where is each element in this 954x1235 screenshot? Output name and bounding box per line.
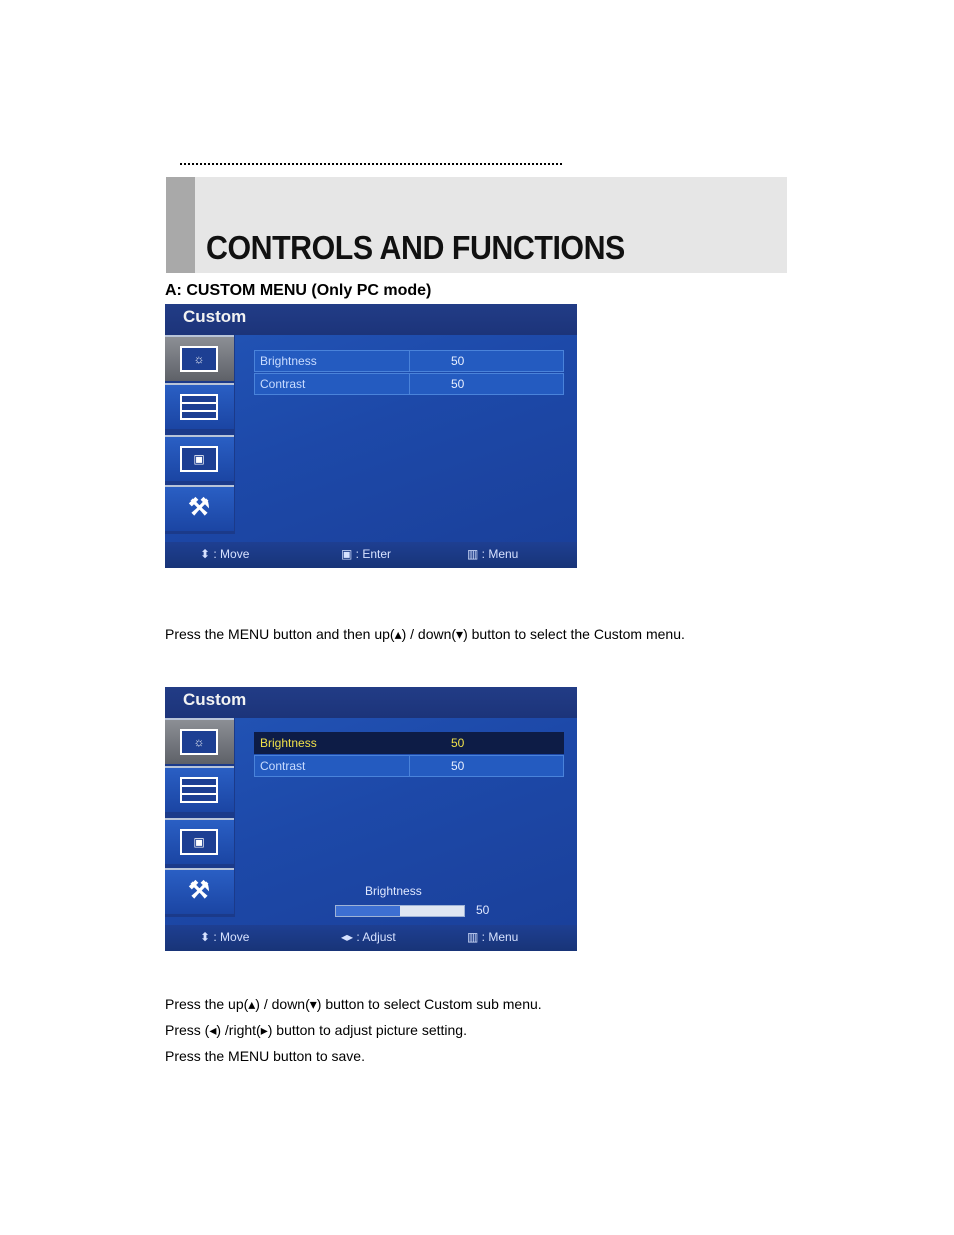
enter-hint: ▣ : Enter	[341, 547, 392, 561]
osd-title: Custom	[183, 690, 247, 709]
tools-icon: ⚒	[188, 877, 210, 904]
film-strip-icon	[180, 394, 218, 420]
screen-image-icon: ▣	[180, 446, 218, 472]
slider-fill	[336, 906, 400, 916]
instruction-line-3: Press the MENU button to save.	[165, 1048, 365, 1064]
custom-menu-screenshot-2	[165, 687, 577, 951]
osd-footer	[165, 542, 577, 568]
tab-custom[interactable]	[165, 335, 234, 381]
menu-hint: ▥ : Menu	[467, 930, 519, 944]
tab-film[interactable]	[165, 383, 234, 429]
dotted-rule	[180, 151, 562, 165]
tools-icon: ⚒	[188, 494, 210, 521]
row-divider	[409, 756, 410, 776]
menu-row-contrast[interactable]	[254, 755, 564, 777]
row-divider	[409, 351, 410, 371]
osd-title: Custom	[183, 307, 247, 326]
row-label: Brightness	[260, 354, 317, 368]
section-heading: A: CUSTOM MENU (Only PC mode)	[165, 282, 432, 299]
move-hint: ⬍ : Move	[200, 930, 250, 944]
instruction-line-1: Press the up(▴) / down(▾) button to select Custom sub menu.	[165, 996, 542, 1012]
picture-settings-icon: ☼	[180, 346, 218, 372]
tab-tools[interactable]	[165, 868, 234, 914]
row-label: Brightness	[260, 736, 317, 750]
adjust-hint: ◂▸ : Adjust	[341, 930, 396, 944]
picture-settings-icon: ☼	[180, 729, 218, 755]
slider-value: 50	[476, 903, 490, 917]
banner-title: CONTROLS AND FUNCTIONS	[206, 229, 625, 266]
move-hint: ⬍ : Move	[200, 547, 250, 561]
tab-screen[interactable]	[165, 818, 234, 864]
tab-tools[interactable]	[165, 485, 234, 531]
osd-header	[165, 304, 577, 335]
row-divider	[409, 374, 410, 394]
row-value: 50	[451, 354, 465, 368]
film-strip-icon	[180, 777, 218, 803]
banner-accent-bar	[166, 177, 195, 273]
osd-footer	[165, 925, 577, 951]
custom-menu-screenshot-1	[165, 304, 577, 568]
row-value: 50	[451, 759, 465, 773]
slider-label: Brightness	[365, 884, 422, 898]
brightness-slider[interactable]	[335, 905, 465, 917]
menu-row-brightness-selected[interactable]	[254, 732, 564, 754]
tab-film[interactable]	[165, 766, 234, 812]
osd-header	[165, 687, 577, 718]
osd-sidebar	[165, 335, 235, 534]
osd-sidebar	[165, 718, 235, 917]
row-divider	[409, 733, 410, 753]
row-label: Contrast	[260, 759, 306, 773]
tab-screen[interactable]	[165, 435, 234, 481]
caption-select-custom: Press the MENU button and then up(▴) / down(▾) button to select the Custom menu.	[165, 626, 685, 642]
section-banner	[166, 177, 787, 273]
row-label: Contrast	[260, 377, 306, 391]
instruction-line-2: Press (◂) /right(▸) button to adjust picture setting.	[165, 1022, 467, 1038]
tab-custom[interactable]	[165, 718, 234, 764]
row-value: 50	[451, 736, 465, 750]
menu-hint: ▥ : Menu	[467, 547, 519, 561]
screen-image-icon: ▣	[180, 829, 218, 855]
menu-row-brightness[interactable]	[254, 350, 564, 372]
row-value: 50	[451, 377, 465, 391]
menu-row-contrast[interactable]	[254, 373, 564, 395]
